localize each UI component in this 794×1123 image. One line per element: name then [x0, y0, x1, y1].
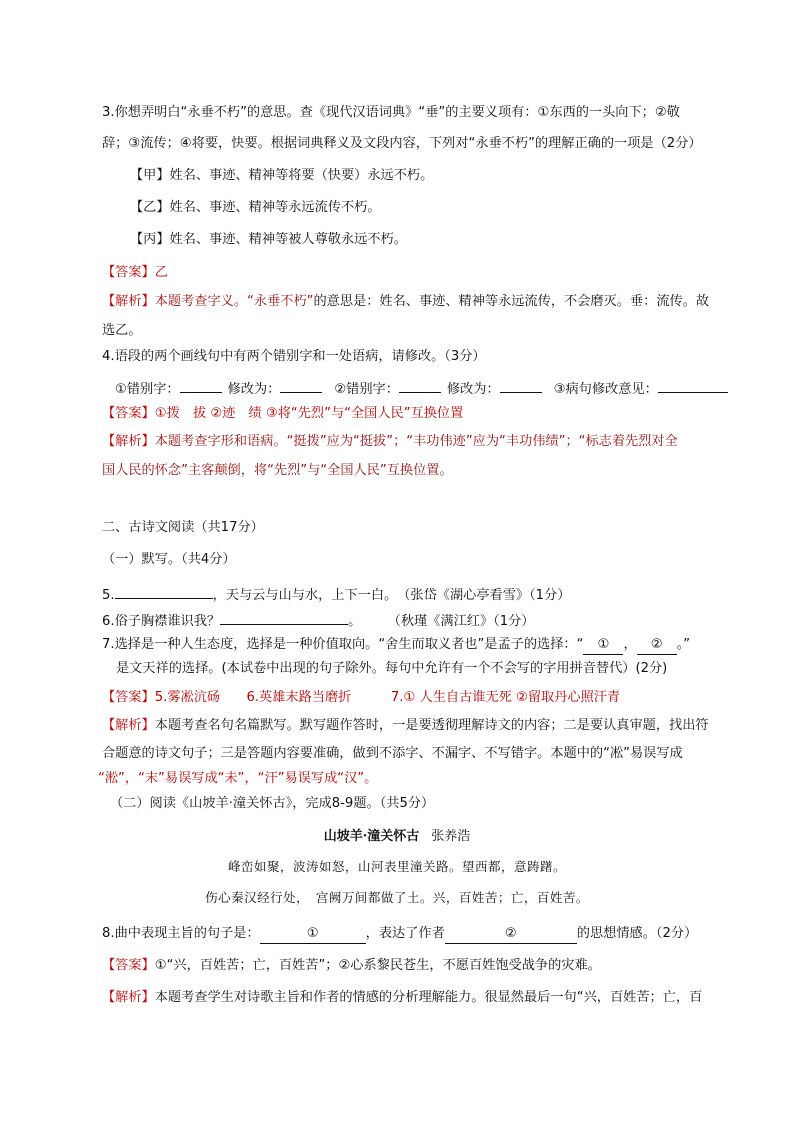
- section2-analysis-line2: 合题意的诗文句子；三是答题内容要准确，做到不添字、不漏字、不写错字。本题中的“凇”易误写成: [102, 746, 683, 761]
- q7-blank1[interactable]: ①: [583, 636, 623, 655]
- section2-sub1: （一）默写。（共4分）: [102, 552, 236, 567]
- analysis-tag: 【解析】: [102, 718, 155, 733]
- q4-blank-sentence[interactable]: [658, 378, 728, 393]
- analysis-tag: 【解析】: [102, 294, 155, 309]
- q4-answer-line: [102, 405, 463, 423]
- q7-stem: 7.选择是一种人生态度，选择是一种价值取向。“舍生而取义者也”是孟子的选择：“: [102, 637, 584, 652]
- q6-line: [102, 610, 535, 631]
- section2-analysis-line3: “淞”，“末”易误写成“未”，“汗”易误写成“汉”。: [98, 771, 378, 786]
- poem-title: 山坡羊·潼关怀古: [323, 829, 420, 844]
- q8-line: [102, 925, 697, 944]
- q4-label-typo1: ①错别字：: [115, 382, 180, 397]
- q7-blank2[interactable]: ②: [637, 636, 677, 655]
- q8-answer: ①“兴，百姓苦；亡，百姓苦”；②心系黎民苍生，不愿百姓饱受战争的灾难。: [154, 958, 601, 973]
- q3-analysis-line1: [102, 293, 709, 311]
- q8-blank2[interactable]: ②: [445, 925, 577, 944]
- q8-analysis-text: 本题考查学生对诗歌主旨和作者的情感的分析理解能力。很显然最后一句“兴，百姓苦；亡，百: [154, 990, 703, 1005]
- section2-analysis-text: 本题考查名句名篇默写。默写题作答时，一是要透彻理解诗文的内容；二是要认真审题，找出符: [154, 718, 709, 733]
- q8-stem-a: 8.曲中表现主旨的句子是：: [102, 926, 260, 941]
- poem-title-line: [0, 828, 794, 846]
- q3-answer: 乙: [154, 265, 168, 280]
- answer-tag: 【答案】: [102, 265, 155, 280]
- section2-analysis-line1: [102, 717, 709, 735]
- q4-blank-fix1[interactable]: [280, 378, 322, 393]
- q4-blank-typo2[interactable]: [399, 378, 441, 393]
- section2-answer: 5.雾凇沆砀 6.英雄末路当磨折 7.① 人生自古谁无死 ②留取丹心照汗青: [154, 690, 621, 705]
- section2-sub2: （二）阅读《山坡羊·潼关怀古》，完成8-9题。（共5分）: [110, 796, 435, 811]
- q6-tail: 。 （秋瑾《满江红》（1分）: [348, 614, 535, 629]
- poem-line2: 伤心秦汉经行处， 宫阙万间都做了土。兴，百姓苦；亡，百姓苦。: [205, 890, 589, 905]
- q7-line2: 是文天祥的选择。(本试卷中出现的句子除外。每句中允许有一个不会写的字用拼音替代）(2分): [116, 661, 668, 676]
- q4-analysis-text: 本题考查字形和语病。“挺拨”应为“挺拔”；“丰功伟迹”应为“丰功伟绩”；“标志着先烈对全: [154, 434, 678, 449]
- q4-blank-typo1[interactable]: [180, 378, 222, 393]
- q3-analysis-dark: 的意思是：姓名、事迹、精神等永远流传，不会磨灭。垂：流传。故: [313, 294, 710, 309]
- q3-stem-line1: 3.你想弄明白“永垂不朽”的意思。查《现代汉语词典》“垂”的主要义项有：①东西的一头向下；②敬: [102, 105, 680, 120]
- q3-option-c: 【丙】姓名、事迹、精神等被人尊敬永远不朽。: [130, 232, 407, 247]
- q3-stem-line2: 辞；③流传；④将要，快要。根据词典释义及文段内容，下列对“永垂不朽”的理解正确的一项是（2分）: [102, 136, 702, 151]
- q8-analysis-line1: [102, 989, 702, 1007]
- answer-tag: 【答案】: [102, 690, 155, 705]
- q5-blank[interactable]: [115, 584, 213, 599]
- q7-end: 。”: [676, 637, 691, 652]
- q4-label-sentence: ③病句修改意见：: [553, 382, 658, 397]
- q8-blank1[interactable]: ①: [260, 925, 366, 944]
- q8-stem-b: ，表达了作者: [365, 926, 445, 941]
- answer-tag: 【答案】: [102, 406, 155, 421]
- q4-analysis-line1: [102, 433, 678, 451]
- answer-tag: 【答案】: [102, 958, 155, 973]
- q8-answer-line: [102, 957, 601, 975]
- analysis-tag: 【解析】: [102, 434, 155, 449]
- q4-answer: ①拨 拔 ②迹 绩 ③将“先烈”与“全国人民”互换位置: [154, 406, 464, 421]
- q4-analysis-line2: 国人民的怀念”主客颠倒，将“先烈”与“全国人民”互换位置。: [102, 463, 453, 478]
- q3-option-b: 【乙】姓名、事迹、精神等永远流传不朽。: [130, 200, 381, 215]
- analysis-tag: 【解析】: [102, 990, 155, 1005]
- poem-author: 张养浩: [431, 829, 471, 844]
- q5-number: 5.: [102, 588, 115, 603]
- q5-text: ，天与云与山与水，上下一白。 （张岱《湖心亭看雪》（1分）: [212, 588, 571, 603]
- q5-line: [102, 584, 570, 605]
- section2-heading: 二、古诗文阅读（共17分）: [102, 520, 264, 535]
- q3-option-a: 【甲】姓名、事迹、精神等将要（快要）永远不朽。: [130, 168, 434, 183]
- q4-label-fix2: 修改为：: [446, 382, 500, 397]
- q6-blank[interactable]: [220, 610, 348, 625]
- section2-answer-line: [102, 689, 620, 707]
- poem-line1: 峰峦如聚，波涛如怒，山河表里潼关路。望西都，意踌躇。: [227, 859, 566, 874]
- q3-analysis-red: 本题考查字义。“永垂不朽”: [154, 294, 314, 309]
- q6-text: 6.俗子胸襟谁识我？: [102, 614, 221, 629]
- q8-stem-c: 的思想情感。（2分）: [576, 926, 698, 941]
- q4-label-fix1: 修改为：: [227, 382, 281, 397]
- q4-fill-line: [115, 378, 728, 399]
- q7-line1: [102, 636, 690, 655]
- q3-analysis-line2: 选乙。: [102, 323, 142, 338]
- q4-label-typo2: ②错别字：: [334, 382, 399, 397]
- q4-stem: 4.语段的两个画线句中有两个错别字和一处语病，请修改。（3分）: [102, 349, 486, 364]
- q3-answer-line: [102, 264, 168, 282]
- q7-sep: ，: [623, 637, 637, 652]
- q4-blank-fix2[interactable]: [500, 378, 542, 393]
